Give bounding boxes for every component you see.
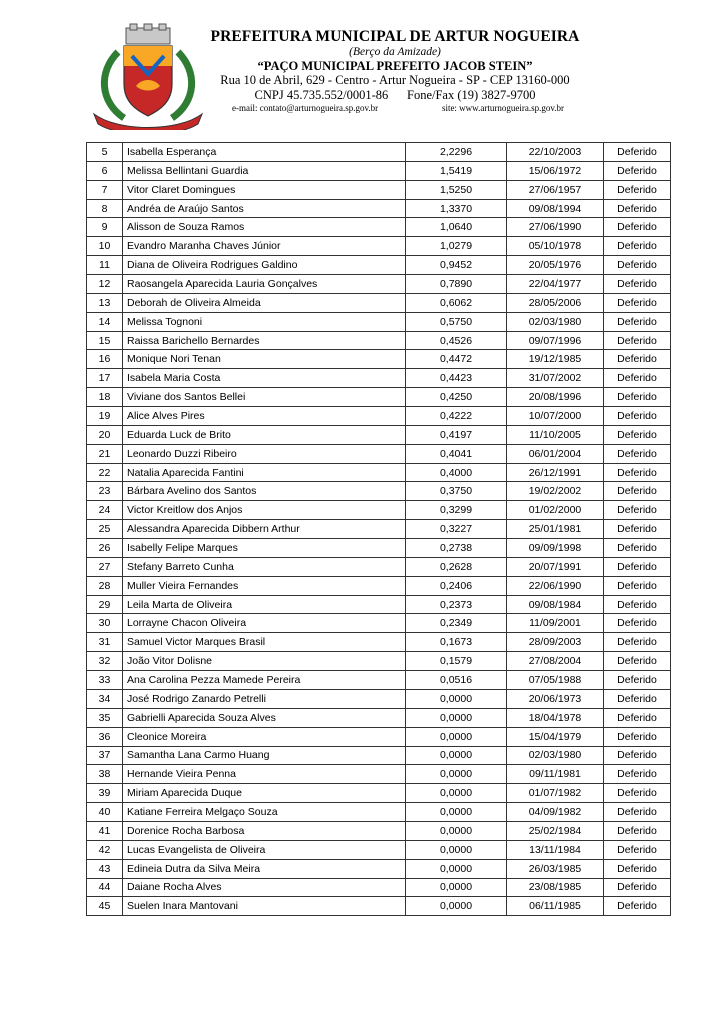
score-cell: 0,0000 [406,746,507,765]
candidate-name-cell: Hernande Vieira Penna [123,765,406,784]
row-number-cell: 21 [87,444,123,463]
birth-date-cell: 04/09/1982 [507,803,604,822]
score-cell: 0,2349 [406,614,507,633]
birth-date-cell: 31/07/2002 [507,369,604,388]
table-row [87,425,671,444]
results-table-body [87,143,671,916]
building-name: “PAÇO MUNICIPAL PREFEITO JACOB STEIN” [257,59,533,74]
birth-date-cell: 27/06/1957 [507,180,604,199]
row-number-cell: 10 [87,237,123,256]
status-cell: Deferido [604,463,671,482]
birth-date-cell: 22/10/2003 [507,143,604,162]
birth-date-cell: 06/01/2004 [507,444,604,463]
table-row [87,803,671,822]
status-cell: Deferido [604,746,671,765]
table-row [87,539,671,558]
score-cell: 0,4000 [406,463,507,482]
birth-date-cell: 13/11/1984 [507,840,604,859]
candidate-name-cell: Raissa Barichello Bernardes [123,331,406,350]
row-number-cell: 12 [87,275,123,294]
candidate-name-cell: Eduarda Luck de Brito [123,425,406,444]
row-number-cell: 17 [87,369,123,388]
candidate-name-cell: Melissa Bellintani Guardia [123,161,406,180]
candidate-name-cell: Samuel Victor Marques Brasil [123,633,406,652]
status-cell: Deferido [604,821,671,840]
candidate-name-cell: Isabela Maria Costa [123,369,406,388]
row-number-cell: 31 [87,633,123,652]
status-cell: Deferido [604,671,671,690]
table-row [87,897,671,916]
status-cell: Deferido [604,331,671,350]
candidate-name-cell: Isabelly Felipe Marques [123,539,406,558]
birth-date-cell: 28/09/2003 [507,633,604,652]
row-number-cell: 33 [87,671,123,690]
row-number-cell: 7 [87,180,123,199]
birth-date-cell: 27/06/1990 [507,218,604,237]
table-row [87,463,671,482]
candidate-name-cell: Lorrayne Chacon Oliveira [123,614,406,633]
status-cell: Deferido [604,407,671,426]
birth-date-cell: 20/07/1991 [507,557,604,576]
candidate-name-cell: Lucas Evangelista de Oliveira [123,840,406,859]
table-row [87,633,671,652]
letterhead-text [200,28,590,114]
status-cell: Deferido [604,293,671,312]
status-cell: Deferido [604,708,671,727]
table-row [87,161,671,180]
row-number-cell: 13 [87,293,123,312]
contact-line [200,103,590,113]
candidate-name-cell: Dorenice Rocha Barbosa [123,821,406,840]
candidate-name-cell: João Vitor Dolisne [123,652,406,671]
candidate-name-cell: Leonardo Duzzi Ribeiro [123,444,406,463]
score-cell: 0,3299 [406,501,507,520]
score-cell: 1,3370 [406,199,507,218]
score-cell: 0,1673 [406,633,507,652]
table-row [87,501,671,520]
status-cell: Deferido [604,539,671,558]
table-row [87,199,671,218]
birth-date-cell: 11/09/2001 [507,614,604,633]
birth-date-cell: 09/07/1996 [507,331,604,350]
row-number-cell: 22 [87,463,123,482]
score-cell: 0,2373 [406,595,507,614]
birth-date-cell: 18/04/1978 [507,708,604,727]
score-cell: 0,6062 [406,293,507,312]
row-number-cell: 16 [87,350,123,369]
candidate-name-cell: Monique Nori Tenan [123,350,406,369]
status-cell: Deferido [604,897,671,916]
score-cell: 0,0000 [406,897,507,916]
status-cell: Deferido [604,180,671,199]
table-row [87,821,671,840]
candidate-name-cell: Stefany Barreto Cunha [123,557,406,576]
candidate-name-cell: Victor Kreitlow dos Anjos [123,501,406,520]
table-row [87,689,671,708]
status-cell: Deferido [604,576,671,595]
status-cell: Deferido [604,444,671,463]
score-cell: 0,0000 [406,784,507,803]
score-cell: 0,0000 [406,840,507,859]
score-cell: 0,0000 [406,765,507,784]
score-cell: 1,5419 [406,161,507,180]
row-number-cell: 35 [87,708,123,727]
status-cell: Deferido [604,482,671,501]
status-cell: Deferido [604,727,671,746]
birth-date-cell: 22/04/1977 [507,275,604,294]
candidate-name-cell: Diana de Oliveira Rodrigues Galdino [123,256,406,275]
row-number-cell: 23 [87,482,123,501]
birth-date-cell: 22/06/1990 [507,576,604,595]
score-cell: 0,5750 [406,312,507,331]
score-cell: 0,3227 [406,520,507,539]
table-row [87,576,671,595]
status-cell: Deferido [604,369,671,388]
table-row [87,407,671,426]
table-row [87,256,671,275]
table-row [87,388,671,407]
coat-of-arms-icon [88,22,208,130]
row-number-cell: 39 [87,784,123,803]
row-number-cell: 38 [87,765,123,784]
score-cell: 0,0000 [406,689,507,708]
birth-date-cell: 09/08/1994 [507,199,604,218]
motto: (Berço da Amizade) [349,45,441,58]
candidate-name-cell: Deborah de Oliveira Almeida [123,293,406,312]
birth-date-cell: 27/08/2004 [507,652,604,671]
score-cell: 0,0000 [406,803,507,822]
score-cell: 0,9452 [406,256,507,275]
status-cell: Deferido [604,237,671,256]
status-cell: Deferido [604,143,671,162]
birth-date-cell: 09/09/1998 [507,539,604,558]
birth-date-cell: 02/03/1980 [507,746,604,765]
score-cell: 0,4250 [406,388,507,407]
status-cell: Deferido [604,199,671,218]
candidate-name-cell: Isabella Esperança [123,143,406,162]
row-number-cell: 19 [87,407,123,426]
row-number-cell: 27 [87,557,123,576]
score-cell: 0,0000 [406,859,507,878]
municipality-title: PREFEITURA MUNICIPAL DE ARTUR NOGUEIRA [210,28,580,45]
row-number-cell: 42 [87,840,123,859]
score-cell: 0,4197 [406,425,507,444]
candidate-name-cell: Raosangela Aparecida Lauria Gonçalves [123,275,406,294]
status-cell: Deferido [604,388,671,407]
birth-date-cell: 25/01/1981 [507,520,604,539]
row-number-cell: 41 [87,821,123,840]
candidate-name-cell: Natalia Aparecida Fantini [123,463,406,482]
candidate-name-cell: Ana Carolina Pezza Mamede Pereira [123,671,406,690]
birth-date-cell: 01/07/1982 [507,784,604,803]
row-number-cell: 37 [87,746,123,765]
row-number-cell: 15 [87,331,123,350]
table-row [87,614,671,633]
row-number-cell: 11 [87,256,123,275]
score-cell: 0,0000 [406,878,507,897]
candidate-name-cell: Andréa de Araújo Santos [123,199,406,218]
birth-date-cell: 09/08/1984 [507,595,604,614]
score-cell: 0,7890 [406,275,507,294]
table-row [87,746,671,765]
table-row [87,671,671,690]
row-number-cell: 8 [87,199,123,218]
status-cell: Deferido [604,878,671,897]
status-cell: Deferido [604,557,671,576]
candidate-name-cell: José Rodrigo Zanardo Petrelli [123,689,406,708]
table-row [87,293,671,312]
status-cell: Deferido [604,256,671,275]
birth-date-cell: 05/10/1978 [507,237,604,256]
row-number-cell: 43 [87,859,123,878]
status-cell: Deferido [604,218,671,237]
birth-date-cell: 28/05/2006 [507,293,604,312]
table-row [87,520,671,539]
status-cell: Deferido [604,803,671,822]
table-row [87,727,671,746]
row-number-cell: 5 [87,143,123,162]
candidate-name-cell: Melissa Tognoni [123,312,406,331]
table-row [87,784,671,803]
score-cell: 0,4041 [406,444,507,463]
score-cell: 0,4526 [406,331,507,350]
score-cell: 0,0000 [406,708,507,727]
candidate-name-cell: Viviane dos Santos Bellei [123,388,406,407]
row-number-cell: 6 [87,161,123,180]
birth-date-cell: 20/06/1973 [507,689,604,708]
row-number-cell: 32 [87,652,123,671]
birth-date-cell: 06/11/1985 [507,897,604,916]
candidate-name-cell: Katiane Ferreira Melgaço Souza [123,803,406,822]
candidate-name-cell: Suelen Inara Mantovani [123,897,406,916]
score-cell: 0,1579 [406,652,507,671]
row-number-cell: 29 [87,595,123,614]
birth-date-cell: 20/08/1996 [507,388,604,407]
status-cell: Deferido [604,652,671,671]
score-cell: 0,2628 [406,557,507,576]
birth-date-cell: 20/05/1976 [507,256,604,275]
row-number-cell: 44 [87,878,123,897]
birth-date-cell: 26/12/1991 [507,463,604,482]
score-cell: 0,2406 [406,576,507,595]
score-cell: 0,3750 [406,482,507,501]
table-row [87,482,671,501]
table-row [87,765,671,784]
birth-date-cell: 10/07/2000 [507,407,604,426]
email-text: e-mail: contato@arturnogueira.sp.gov.br [232,103,379,114]
status-cell: Deferido [604,840,671,859]
score-cell: 0,4472 [406,350,507,369]
table-row [87,859,671,878]
birth-date-cell: 19/02/2002 [507,482,604,501]
birth-date-cell: 02/03/1980 [507,312,604,331]
status-cell: Deferido [604,350,671,369]
row-number-cell: 30 [87,614,123,633]
score-cell: 0,4222 [406,407,507,426]
table-row [87,275,671,294]
row-number-cell: 14 [87,312,123,331]
score-cell: 1,0279 [406,237,507,256]
candidate-name-cell: Vitor Claret Domingues [123,180,406,199]
candidate-name-cell: Gabrielli Aparecida Souza Alves [123,708,406,727]
table-row [87,444,671,463]
birth-date-cell: 25/02/1984 [507,821,604,840]
score-cell: 0,0000 [406,821,507,840]
candidate-name-cell: Cleonice Moreira [123,727,406,746]
birth-date-cell: 19/12/1985 [507,350,604,369]
birth-date-cell: 15/06/1972 [507,161,604,180]
table-row [87,708,671,727]
row-number-cell: 40 [87,803,123,822]
row-number-cell: 34 [87,689,123,708]
status-cell: Deferido [604,859,671,878]
cnpj-phone-line: CNPJ 45.735.552/0001-86 Fone/Fax (19) 3827-9700 [254,87,536,102]
status-cell: Deferido [604,161,671,180]
candidate-name-cell: Bárbara Avelino dos Santos [123,482,406,501]
site-text: site: www.arturnogueira.sp.gov.br [441,103,564,114]
status-cell: Deferido [604,275,671,294]
score-cell: 0,0000 [406,727,507,746]
table-row [87,312,671,331]
score-cell: 1,5250 [406,180,507,199]
results-table [86,142,671,916]
row-number-cell: 9 [87,218,123,237]
status-cell: Deferido [604,784,671,803]
row-number-cell: 20 [87,425,123,444]
table-row [87,557,671,576]
row-number-cell: 26 [87,539,123,558]
table-row [87,180,671,199]
letterhead [0,0,724,140]
status-cell: Deferido [604,689,671,708]
table-row [87,331,671,350]
table-row [87,218,671,237]
status-cell: Deferido [604,425,671,444]
candidate-name-cell: Alessandra Aparecida Dibbern Arthur [123,520,406,539]
row-number-cell: 36 [87,727,123,746]
status-cell: Deferido [604,633,671,652]
birth-date-cell: 23/08/1985 [507,878,604,897]
candidate-name-cell: Evandro Maranha Chaves Júnior [123,237,406,256]
row-number-cell: 25 [87,520,123,539]
score-cell: 0,2738 [406,539,507,558]
status-cell: Deferido [604,520,671,539]
table-row [87,840,671,859]
table-row [87,652,671,671]
table-row [87,595,671,614]
status-cell: Deferido [604,614,671,633]
row-number-cell: 18 [87,388,123,407]
table-row [87,369,671,388]
score-cell: 2,2296 [406,143,507,162]
candidate-name-cell: Leila Marta de Oliveira [123,595,406,614]
candidate-name-cell: Alice Alves Pires [123,407,406,426]
candidate-name-cell: Muller Vieira Fernandes [123,576,406,595]
status-cell: Deferido [604,765,671,784]
status-cell: Deferido [604,312,671,331]
status-cell: Deferido [604,501,671,520]
birth-date-cell: 11/10/2005 [507,425,604,444]
candidate-name-cell: Daiane Rocha Alves [123,878,406,897]
birth-date-cell: 15/04/1979 [507,727,604,746]
table-row [87,350,671,369]
candidate-name-cell: Miriam Aparecida Duque [123,784,406,803]
status-cell: Deferido [604,595,671,614]
row-number-cell: 24 [87,501,123,520]
address-line: Rua 10 de Abril, 629 - Centro - Artur Nogueira - SP - CEP 13160-000 [220,73,570,88]
candidate-name-cell: Alisson de Souza Ramos [123,218,406,237]
table-row [87,237,671,256]
candidate-name-cell: Edineia Dutra da Silva Meira [123,859,406,878]
birth-date-cell: 09/11/1981 [507,765,604,784]
birth-date-cell: 26/03/1985 [507,859,604,878]
row-number-cell: 28 [87,576,123,595]
birth-date-cell: 07/05/1988 [507,671,604,690]
birth-date-cell: 01/02/2000 [507,501,604,520]
score-cell: 0,0516 [406,671,507,690]
table-row [87,878,671,897]
candidate-name-cell: Samantha Lana Carmo Huang [123,746,406,765]
row-number-cell: 45 [87,897,123,916]
table-row [87,143,671,162]
score-cell: 1,0640 [406,218,507,237]
score-cell: 0,4423 [406,369,507,388]
